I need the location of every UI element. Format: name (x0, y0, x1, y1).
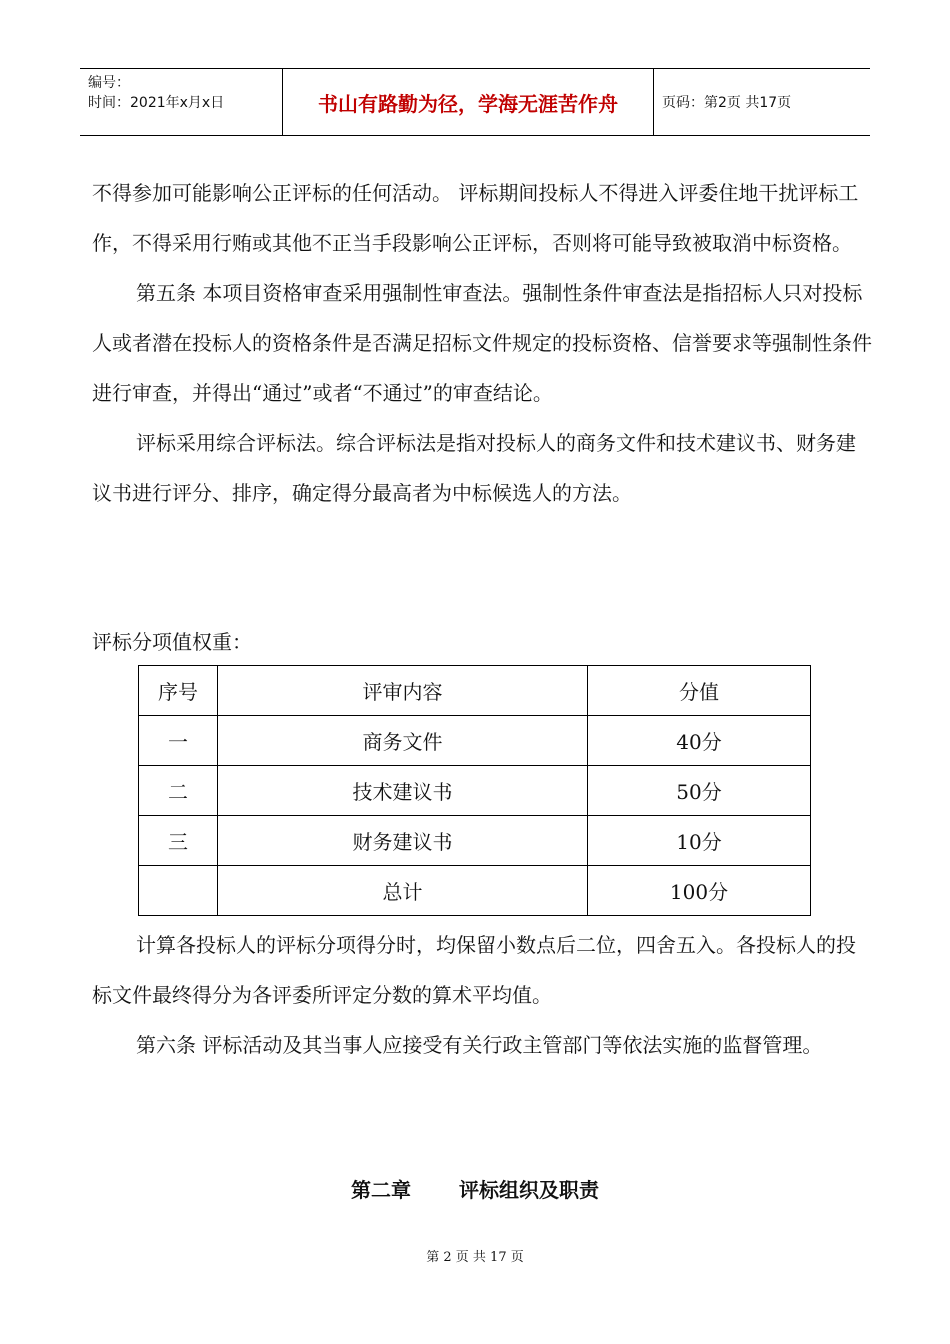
table-header-cell: 序号 (139, 666, 218, 716)
score-weight-table (138, 665, 811, 916)
table-row-total (139, 866, 811, 916)
table-cell: 商务文件 (218, 716, 588, 766)
table-header-row (139, 666, 811, 716)
header-time-label: 时间：2021年x月x日 (88, 95, 225, 111)
chapter-title: 评标组织及职责 (458, 1178, 599, 1202)
header-motto: 书山有路勤为径，学海无涯苦作舟 (282, 69, 654, 135)
paragraph-3: 评标采用综合评标法。综合评标法是指对投标人的商务文件和技术建议书、财务建议书进行评分、排序，确定得分最高者为中标候选人的方法。 (92, 431, 856, 505)
table-cell: 50分 (588, 766, 811, 816)
table-cell: 技术建议书 (218, 766, 588, 816)
header-page-info: 页码：第2页 共17页 (662, 95, 792, 111)
table-cell: 100分 (588, 866, 811, 916)
table-cell: 一 (139, 716, 218, 766)
body-text (92, 168, 872, 518)
table-cell: 二 (139, 766, 218, 816)
chapter-number: 第二章 (351, 1178, 412, 1202)
paragraph-5: 第六条 评标活动及其当事人应接受有关行政主管部门等依法实施的监督管理。 (136, 1033, 823, 1057)
paragraph-2: 第五条 本项目资格审查采用强制性审查法。强制性条件审查法是指招标人只对投标人或者潜在投标人的资格条件是否满足招标文件规定的投标资格、信誉要求等强制性条件进行审查，并得出“通过”或者“不通过”的审查结论。 (92, 281, 872, 405)
table-cell: 总计 (218, 866, 588, 916)
table-cell (139, 866, 218, 916)
paragraph-1: 不得参加可能影响公正评标的任何活动。 评标期间投标人不得进入评委住地干扰评标工作，不得采用行贿或其他不正当手段影响公正评标，否则将可能导致被取消中标资格。 (92, 181, 859, 255)
table-cell: 财务建议书 (218, 816, 588, 866)
table-cell: 40分 (588, 716, 811, 766)
paragraph-4: 计算各投标人的评标分项得分时，均保留小数点后二位，四舍五入。各投标人的投标文件最终得分为各评委所评定分数的算术平均值。 (92, 933, 856, 1007)
table-row (139, 766, 811, 816)
table-row (139, 816, 811, 866)
header-meta (80, 69, 282, 135)
table-row (139, 716, 811, 766)
page-header (80, 68, 870, 136)
table-cell: 10分 (588, 816, 811, 866)
table-cell: 三 (139, 816, 218, 866)
header-number-label: 编号： (88, 75, 130, 91)
table-header-cell: 评审内容 (218, 666, 588, 716)
chapter-heading (0, 1174, 950, 1203)
table-label: 评标分项值权重： (92, 630, 252, 654)
table-header-cell: 分值 (588, 666, 811, 716)
page-footer: 第 2 页 共 17 页 (426, 1250, 524, 1265)
body-text-after-table (92, 920, 872, 1070)
